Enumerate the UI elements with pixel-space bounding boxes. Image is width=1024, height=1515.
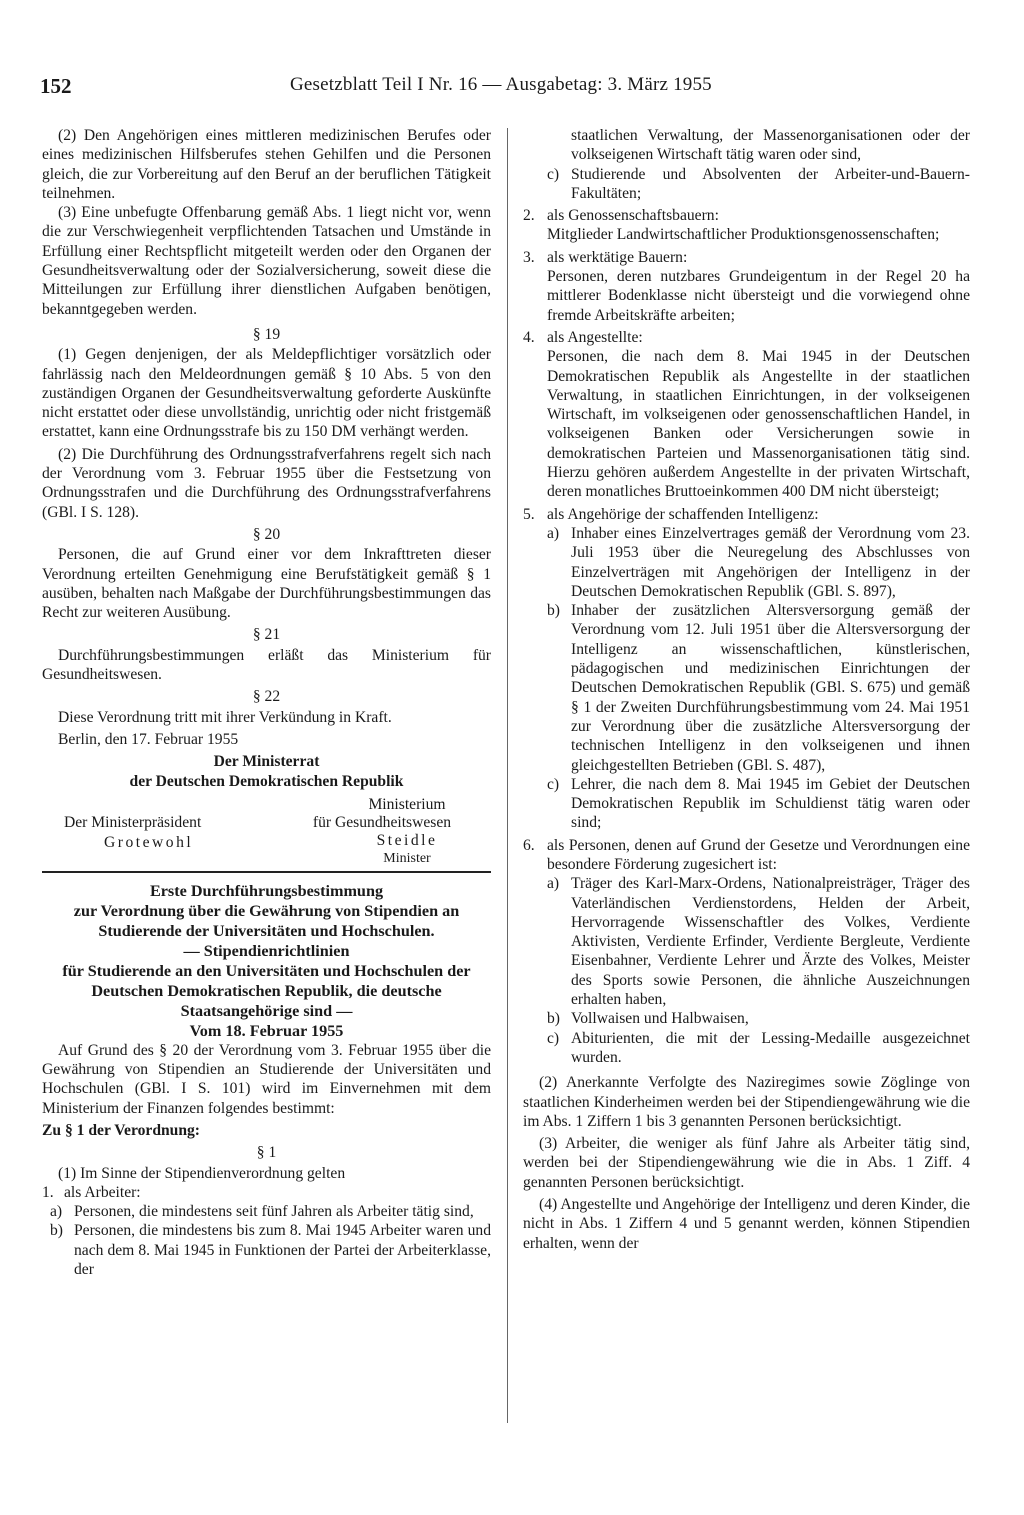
running-title: Gesetzblatt Teil I Nr. 16 — Ausgabetag: 3. März 1955 xyxy=(290,74,712,95)
list-text: als Personen, denen auf Grund der Gesetze und Verordnungen eine besondere Förderung zugesichert ist: xyxy=(547,836,970,873)
list-marker: c) xyxy=(547,1029,560,1047)
list-item-6c xyxy=(523,1029,970,1068)
signatory-right-line-2: für Gesundheitswesen xyxy=(312,813,452,831)
list-marker: 5. xyxy=(523,505,535,523)
paragraph-abs3: (3) Eine unbefugte Offenbarung gemäß Abs. 1 liegt nicht vor, wenn die zur Verschwiegenheit verpflichtenden Tatsachen und Umstände in Erfüllung einer Rechtspflicht mitgeteilt werden oder den Organen der Gesundheitsverwaltung oder der Sozialversicherung, soweit diese die Mitteilungen zur Erfüllung ihrer dienstlichen Aufgaben benötigen, bekanntgegeben werden. xyxy=(42,204,491,318)
list-item-4-body: Personen, die nach dem 8. Mai 1945 in der Deutschen Demokratischen Republik als Angestellte in der staatlichen Verwaltung, in staatlichen Einrichtungen, in der volkseigenen Wirtschaft, im volkseigenen oder genossenschaftlichen Handel, in volkseigenen Banken oder Versicherungen sowie in demokratischen Parteien und Massenorganisationen tätig sind. Hierzu gehören außerdem Angestellte in der privaten Wirtschaft, deren monatliches Bruttoeinkommen 400 DM nicht übersteigt; xyxy=(547,348,970,501)
list-item-1b xyxy=(42,1221,491,1279)
decree-title-2: zur Verordnung über die Gewährung von Stipendien an Studierende der Universitäten und Hochschulen. xyxy=(73,901,460,940)
date-line: Berlin, den 17. Februar 1955 xyxy=(58,730,239,748)
list-text: Inhaber der zusätzlichen Altersversorgung gemäß der Verordnung vom 12. Juli 1951 über die Altersversorgung der Intelligenz an wissenschaftlichen, künstlerischen, pädagogischen und medizinischen Einrichtungen der Deutschen Demokratischen Republik (GBl. S. 675) und gemäß § 1 der Zweiten Durchführungsbestimmung vom 24. Mai 1951 zur Verordnung über die zusätzliche Altersversorgung der technischen Intelligenz in den volkseigenen und ihnen gleichgestellten Betrieben (GBl. S. 487), xyxy=(571,602,970,774)
list-item-5a xyxy=(523,524,970,601)
right-column xyxy=(523,126,970,1253)
list-item-1c xyxy=(523,165,970,204)
page-header xyxy=(40,74,760,108)
paragraph-abs2: (2) Den Angehörigen eines mittleren medizinischen Berufes oder eines medizinischen Hilfsberufes stehen Gehilfen und die Personen gleich, die zur Vorbereitung auf den Beruf an der beruflichen Tätigkeit teilnehmen. xyxy=(42,127,491,202)
section-21-heading: § 21 xyxy=(252,626,281,644)
section-19-para-1: (1) Gegen denjenigen, der als Meldepflichtiger vorsätzlich oder fahrlässig nach den Meldeordnungen gemäß § 10 Abs. 5 von den zuständigen Organen der Gesundheitsverwaltung geforderte Auskünfte nicht erstattet oder diese unvollständig, unrichtig oder nicht fristgemäß erstattet, kann eine Ordnungsstrafe bis zu 150 DM verhängt werden. xyxy=(42,346,491,441)
list-text: Abiturienten, die mit der Lessing-Medaille ausgezeichnet wurden. xyxy=(571,1029,970,1066)
signatory-org-line-1: Der Ministerrat xyxy=(213,753,320,771)
list-item-1 xyxy=(42,1183,491,1202)
list-item-3-body: Personen, deren nutzbares Grundeigentum in der Regel 20 ha mittlerer Bodenklasse nicht übersteigt und die vorwiegend ohne fremde Arbeitskräfte arbeiten; xyxy=(547,268,970,324)
list-text: Personen, die mindestens seit fünf Jahren als Arbeiter tätig sind, xyxy=(74,1203,474,1221)
section-19-heading: § 19 xyxy=(252,325,281,343)
paragraph-4: (4) Angestellte und Angehörige der Intelligenz und deren Kinder, die nicht in Abs. 1 Ziffern 4 und 5 genannt werden, können Stipendien erhalten, wenn der xyxy=(523,1196,970,1252)
signatory-org-line-2: der Deutschen Demokratischen Republik xyxy=(129,772,404,790)
list-marker: 6. xyxy=(523,836,535,854)
paragraph-2: (2) Anerkannte Verfolgte des Naziregimes sowie Zöglinge von staatlichen Kinderheimen werden bei der Stipendiengewährung wie die im Abs. 1 Ziffern 1 bis 3 genannten Personen berücksichtigt. xyxy=(523,1074,970,1130)
list-item-3 xyxy=(523,248,970,267)
signatory-right-role: Minister xyxy=(383,850,431,866)
zu-1-heading: Zu § 1 der Verordnung: xyxy=(42,1121,201,1139)
section-divider xyxy=(42,871,491,873)
list-marker: b) xyxy=(547,1010,560,1028)
list-text: Personen, die mindestens bis zum 8. Mai 1945 Arbeiter waren und nach dem 8. Mai 1945 in Funktionen der Partei der Arbeiterklasse, der xyxy=(74,1222,491,1279)
signatory-right-name: Steidle xyxy=(376,831,438,849)
list-marker: b) xyxy=(50,1222,63,1240)
signatory-right-line-1: Ministerium xyxy=(368,795,446,813)
list-text: als Arbeiter: xyxy=(64,1183,141,1201)
list-marker: 2. xyxy=(523,207,535,225)
list-text: als werktätige Bauern: xyxy=(547,248,688,266)
list-text: Träger des Karl-Marx-Ordens, Nationalpreisträger, Träger des Vaterländischen Verdienstordens, Helden der Arbeit, Hervorragende Wissenschaftler des Volkes, Verdiente Aktivisten, Verdiente Erfinder, Verdiente Bergleute, Verdiente Eisenbahner, Verdiente Lehrer und Ärzte des Volkes, Meister des Sports sowie Personen, die ähnliche Auszeichnungen erhalten haben, xyxy=(571,875,970,1009)
signatory-left-role: Der Ministerpräsident xyxy=(64,813,202,831)
list-marker: 4. xyxy=(523,328,535,346)
paragraph-3: (3) Arbeiter, die weniger als fünf Jahre als Arbeiter tätig sind, werden bei der Stipendiengewährung wie die in Abs. 1 Ziff. 4 genannten Personen berücksichtigt. xyxy=(523,1135,970,1191)
decree-title-1: Erste Durchführungsbestimmung xyxy=(149,881,384,900)
list-text: Lehrer, die nach dem 8. Mai 1945 im Gebiet der Deutschen Demokratischen Republik im Schuldienst tätig waren oder sind; xyxy=(571,775,970,832)
list-item-2 xyxy=(523,206,970,225)
list-marker: a) xyxy=(547,524,560,542)
list-marker: 3. xyxy=(523,248,535,266)
list-text: Vollwaisen und Halbwaisen, xyxy=(571,1010,749,1028)
section-1-heading: § 1 xyxy=(256,1144,277,1162)
section-19-para-2: (2) Die Durchführung des Ordnungsstrafverfahrens regelt sich nach der Verordnung vom 3. Februar 1955 über die Festsetzung von Ordnungsstrafen und die Durchführung des Ordnungsstrafverfahrens (GBl. I S. 128). xyxy=(42,445,491,521)
decree-title-3: — Stipendienrichtlinien xyxy=(183,941,350,960)
list-marker: a) xyxy=(50,1203,63,1221)
section-20-para: Personen, die auf Grund einer vor dem Inkrafttreten dieser Verordnung erteilten Genehmigung eine Berufstätigkeit gemäß § 1 ausüben, behalten nach Maßgabe der Durchführungsbestimmungen das Recht zur weiteren Ausübung. xyxy=(42,546,491,622)
list-item-4 xyxy=(523,328,970,347)
list-text: als Genossenschaftsbauern: xyxy=(547,207,719,225)
list-item-6a xyxy=(523,874,970,1009)
list-text: Inhaber eines Einzelvertrages gemäß der Verordnung vom 23. Juli 1953 über die Neuregelung des Abschlusses von Einzelverträgen mit Angehörigen der Intelligenz in der Deutschen Demokratischen Republik (GBl. S. 897), xyxy=(571,524,970,600)
signature-block xyxy=(42,791,491,866)
list-item-5c xyxy=(523,775,970,833)
list-marker: c) xyxy=(547,775,560,793)
section-20-heading: § 20 xyxy=(252,525,281,543)
list-marker: b) xyxy=(547,602,560,620)
list-item-6 xyxy=(523,836,970,875)
page-number: 152 xyxy=(40,74,72,98)
list-marker: 1. xyxy=(42,1183,54,1201)
list-item-5 xyxy=(523,505,970,524)
list-item-6b xyxy=(523,1009,970,1028)
decree-title-4: für Studierende an den Universitäten und Hochschulen der Deutschen Demokratischen Republik, die deutsche Staatsangehörige sind — xyxy=(62,961,471,1020)
list-item-1b-continued: staatlichen Verwaltung, der Massenorganisationen oder der volkseigenen Wirtschaft tätig waren oder sind, xyxy=(571,127,970,164)
list-text: als Angehörige der schaffenden Intelligenz: xyxy=(547,505,819,523)
list-text: als Angestellte: xyxy=(547,328,643,346)
left-column xyxy=(42,126,491,1279)
list-marker: a) xyxy=(547,875,560,893)
intro-paragraph: Auf Grund des § 20 der Verordnung vom 3. Februar 1955 über die Gewährung von Stipendien an Studierende der Universitäten und Hochschulen (GBl. I S. 101) wird im Einvernehmen mit dem Ministerium der Finanzen folgendes bestimmt: xyxy=(42,1041,491,1117)
column-divider xyxy=(507,128,508,1423)
section-1-para-1: (1) Im Sinne der Stipendienverordnung gelten xyxy=(58,1164,346,1182)
list-item-5b xyxy=(523,601,970,775)
section-22-heading: § 22 xyxy=(252,688,281,706)
list-item-2-body: Mitglieder Landwirtschaftlicher Produktionsgenossenschaften; xyxy=(547,226,940,244)
section-21-para: Durchführungsbestimmungen erläßt das Ministerium für Gesundheitswesen. xyxy=(42,646,491,684)
list-item-1a xyxy=(42,1202,491,1221)
decree-date: Vom 18. Februar 1955 xyxy=(189,1021,344,1040)
section-22-para: Diese Verordnung tritt mit ihrer Verkündung in Kraft. xyxy=(58,708,392,726)
list-text: Studierende und Absolventen der Arbeiter-und-Bauern-Fakultäten; xyxy=(571,165,970,202)
signatory-left-name: Grotewohl xyxy=(104,833,194,851)
list-marker: c) xyxy=(547,165,560,183)
